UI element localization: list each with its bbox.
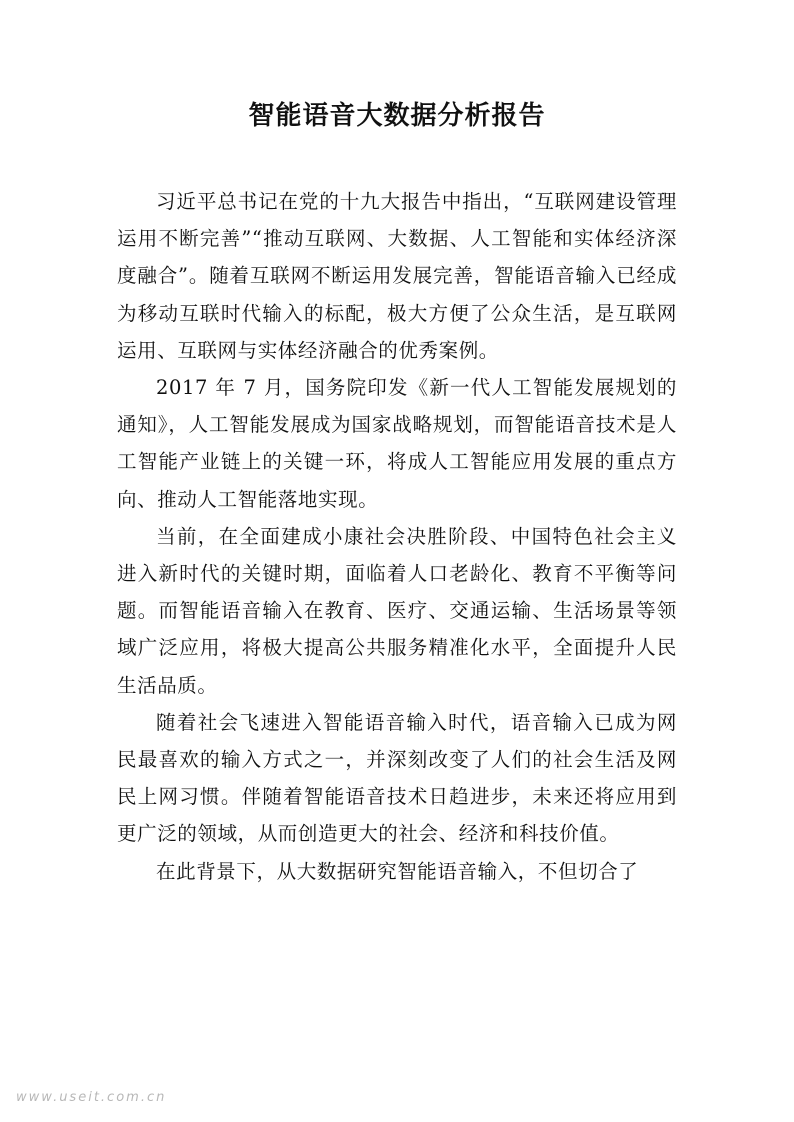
paragraph-1: 习近平总书记在党的十九大报告中指出，“互联网建设管理运用不断完善”“推动互联网、大数据、人工智能和实体经济深度融合”。随着互联网不断运用发展完善，智能语音输入已经成为移动互联时代输入的标配，极大方便了公众生活，是互联网运用、互联网与实体经济融合的优秀案例。	[117, 190, 677, 362]
paragraph-5: 在此背景下，从大数据研究智能语音输入，不但切合了	[156, 859, 639, 883]
document-title: 智能语音大数据分析报告	[248, 101, 546, 131]
paragraph-4: 随着社会飞速进入智能语音输入时代，语音输入已成为网民最喜欢的输入方式之一，并深刻改变了人们的社会生活及网民上网习惯。伴随着智能语音技术日趋进步，未来还将应用到更广泛的领域，从而创造更大的社会、经济和科技价值。	[117, 710, 677, 846]
paragraph-2: 2017 年 7 月，国务院印发《新一代人工智能发展规划的通知》，人工智能发展成为国家战略规划，而智能语音技术是人工智能产业链上的关键一环，将成人工智能应用发展的重点方向、推动人工智能落地实现。	[117, 376, 677, 511]
site-watermark: www.useit.com.cn	[16, 1090, 167, 1105]
paragraph-3: 当前，在全面建成小康社会决胜阶段、中国特色社会主义进入新时代的关键时期，面临着人口老龄化、教育不平衡等问题。而智能语音输入在教育、医疗、交通运输、生活场景等领域广泛应用，将极大提高公共服务精准化水平，全面提升人民生活品质。	[117, 524, 677, 697]
document-body	[117, 183, 677, 890]
